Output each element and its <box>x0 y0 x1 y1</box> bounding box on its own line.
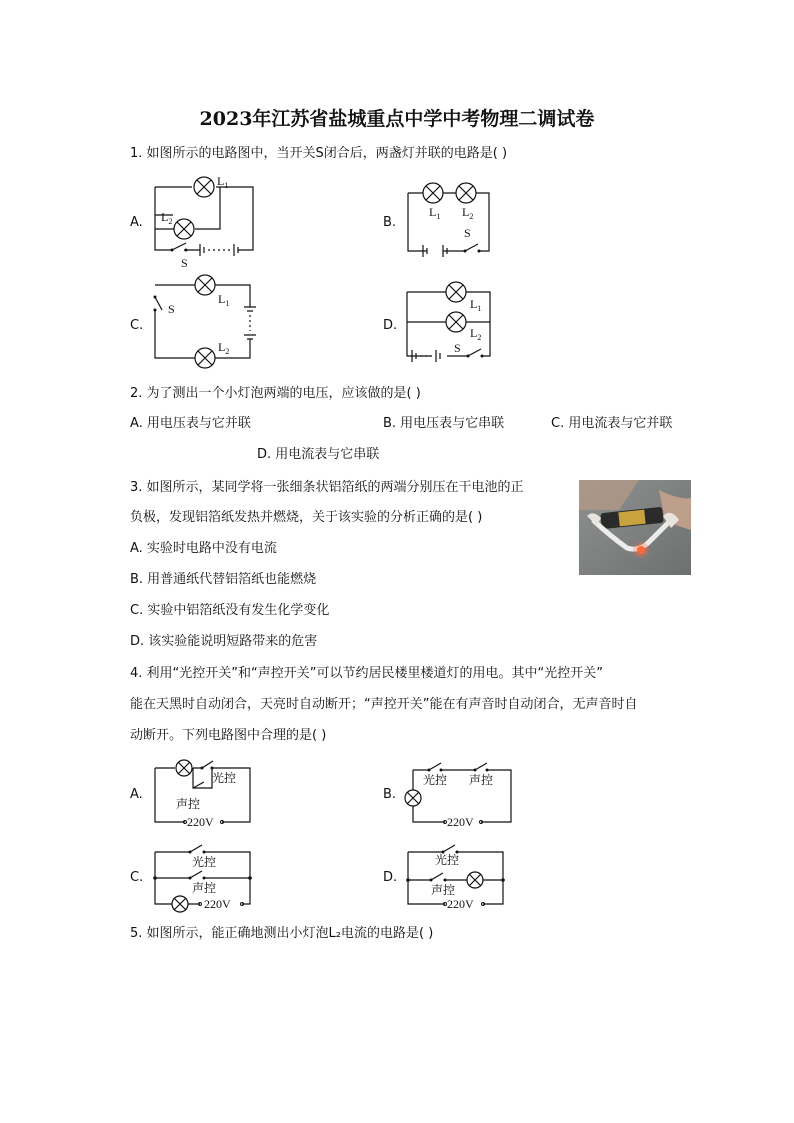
q4d-light-label: 光控 <box>435 853 460 867</box>
q4c-voltage-label: 220V <box>204 897 231 911</box>
q1b-l1-label: $L_1$ <box>429 205 441 221</box>
q1-option-c-label: C. <box>130 318 144 333</box>
q1c-l1-label: $L_1$ <box>218 292 230 308</box>
q2-option-a: A. 用电压表与它并联 <box>130 416 251 431</box>
q4-option-c-label: C. <box>130 870 144 885</box>
q1-option-d-label: D. <box>383 318 398 333</box>
question-1-text: 1. 如图所示的电路图中，当开关S闭合后，两盏灯并联的电路是( ) <box>130 146 508 161</box>
q4-option-a-label: A. <box>130 787 143 802</box>
q3-battery-foil-photo <box>579 480 691 575</box>
q1-circuit-b <box>403 178 495 260</box>
q4c-light-label: 光控 <box>192 855 217 869</box>
q2-option-b: B. 用电压表与它串联 <box>383 416 505 431</box>
q1d-l1-label: $L_1$ <box>470 297 482 313</box>
q4-circuit-a <box>150 758 255 830</box>
q1b-s-label: S <box>464 226 471 240</box>
q4a-sound-label: 声控 <box>176 797 201 811</box>
q4c-sound-label: 声控 <box>192 881 217 895</box>
question-4-text-line1: 4. 利用“光控开关”和“声控开关”可以节约居民楼里楼道灯的用电。其中“光控开关” <box>130 666 603 681</box>
q4d-sound-label: 声控 <box>431 883 456 897</box>
q1-circuit-d <box>402 280 497 362</box>
q1a-l1-label: $L_1$ <box>217 174 229 190</box>
q1d-l2-label: $L_2$ <box>470 326 482 342</box>
q4b-voltage-label: 220V <box>447 815 474 829</box>
q4-circuit-d <box>403 840 508 915</box>
q1-circuit-a <box>150 175 260 270</box>
question-3-text-line2: 负极，发现铝箔纸发热并燃烧，关于该实验的分析正确的是( ) <box>130 510 483 525</box>
q3-option-d: D. 该实验能说明短路带来的危害 <box>130 634 318 649</box>
q4-circuit-b <box>403 758 515 830</box>
question-2-text: 2. 为了测出一个小灯泡两端的电压，应该做的是( ) <box>130 386 421 401</box>
q1-circuit-c <box>150 275 265 370</box>
q1a-s-label: S <box>181 256 188 270</box>
q1c-l2-label: $L_2$ <box>218 340 230 356</box>
q1c-s-label: S <box>168 302 175 316</box>
q4b-light-label: 光控 <box>423 773 448 787</box>
q3-option-b: B. 用普通纸代替铝箔纸也能燃烧 <box>130 572 317 587</box>
q2-option-c: C. 用电流表与它并联 <box>551 416 673 431</box>
q1-option-b-label: B. <box>383 215 397 230</box>
page-title: 2023年江苏省盐城重点中学中考物理二调试卷 <box>199 108 595 130</box>
q4-option-d-label: D. <box>383 870 398 885</box>
q4-option-b-label: B. <box>383 787 397 802</box>
q1a-l2-label: $L_2$ <box>161 210 173 226</box>
question-3-text-line1: 3. 如图所示，某同学将一张细条状铝箔纸的两端分别压在干电池的正 <box>130 480 524 495</box>
q3-option-a: A. 实验时电路中没有电流 <box>130 541 277 556</box>
q1-option-a-label: A. <box>130 215 143 230</box>
q4-circuit-c <box>150 840 255 915</box>
question-4-text-line2: 能在天黑时自动闭合，天亮时自动断开；“声控开关”能在有声音时自动闭合，无声音时自 <box>130 697 638 712</box>
question-4-text-line3: 动断开。下列电路图中合理的是( ) <box>130 728 327 743</box>
q1b-l2-label: $L_2$ <box>462 205 474 221</box>
question-5-text: 5. 如图所示，能正确地测出小灯泡L₂电流的电路是( ) <box>130 926 434 941</box>
q4d-voltage-label: 220V <box>447 897 474 911</box>
q1d-s-label: S <box>454 341 461 355</box>
q4a-voltage-label: 220V <box>187 815 214 829</box>
q4a-light-label: 光控 <box>212 771 237 785</box>
q4b-sound-label: 声控 <box>469 773 494 787</box>
q3-option-c: C. 实验中铝箔纸没有发生化学变化 <box>130 603 330 618</box>
q2-option-d: D. 用电流表与它串联 <box>257 447 380 462</box>
